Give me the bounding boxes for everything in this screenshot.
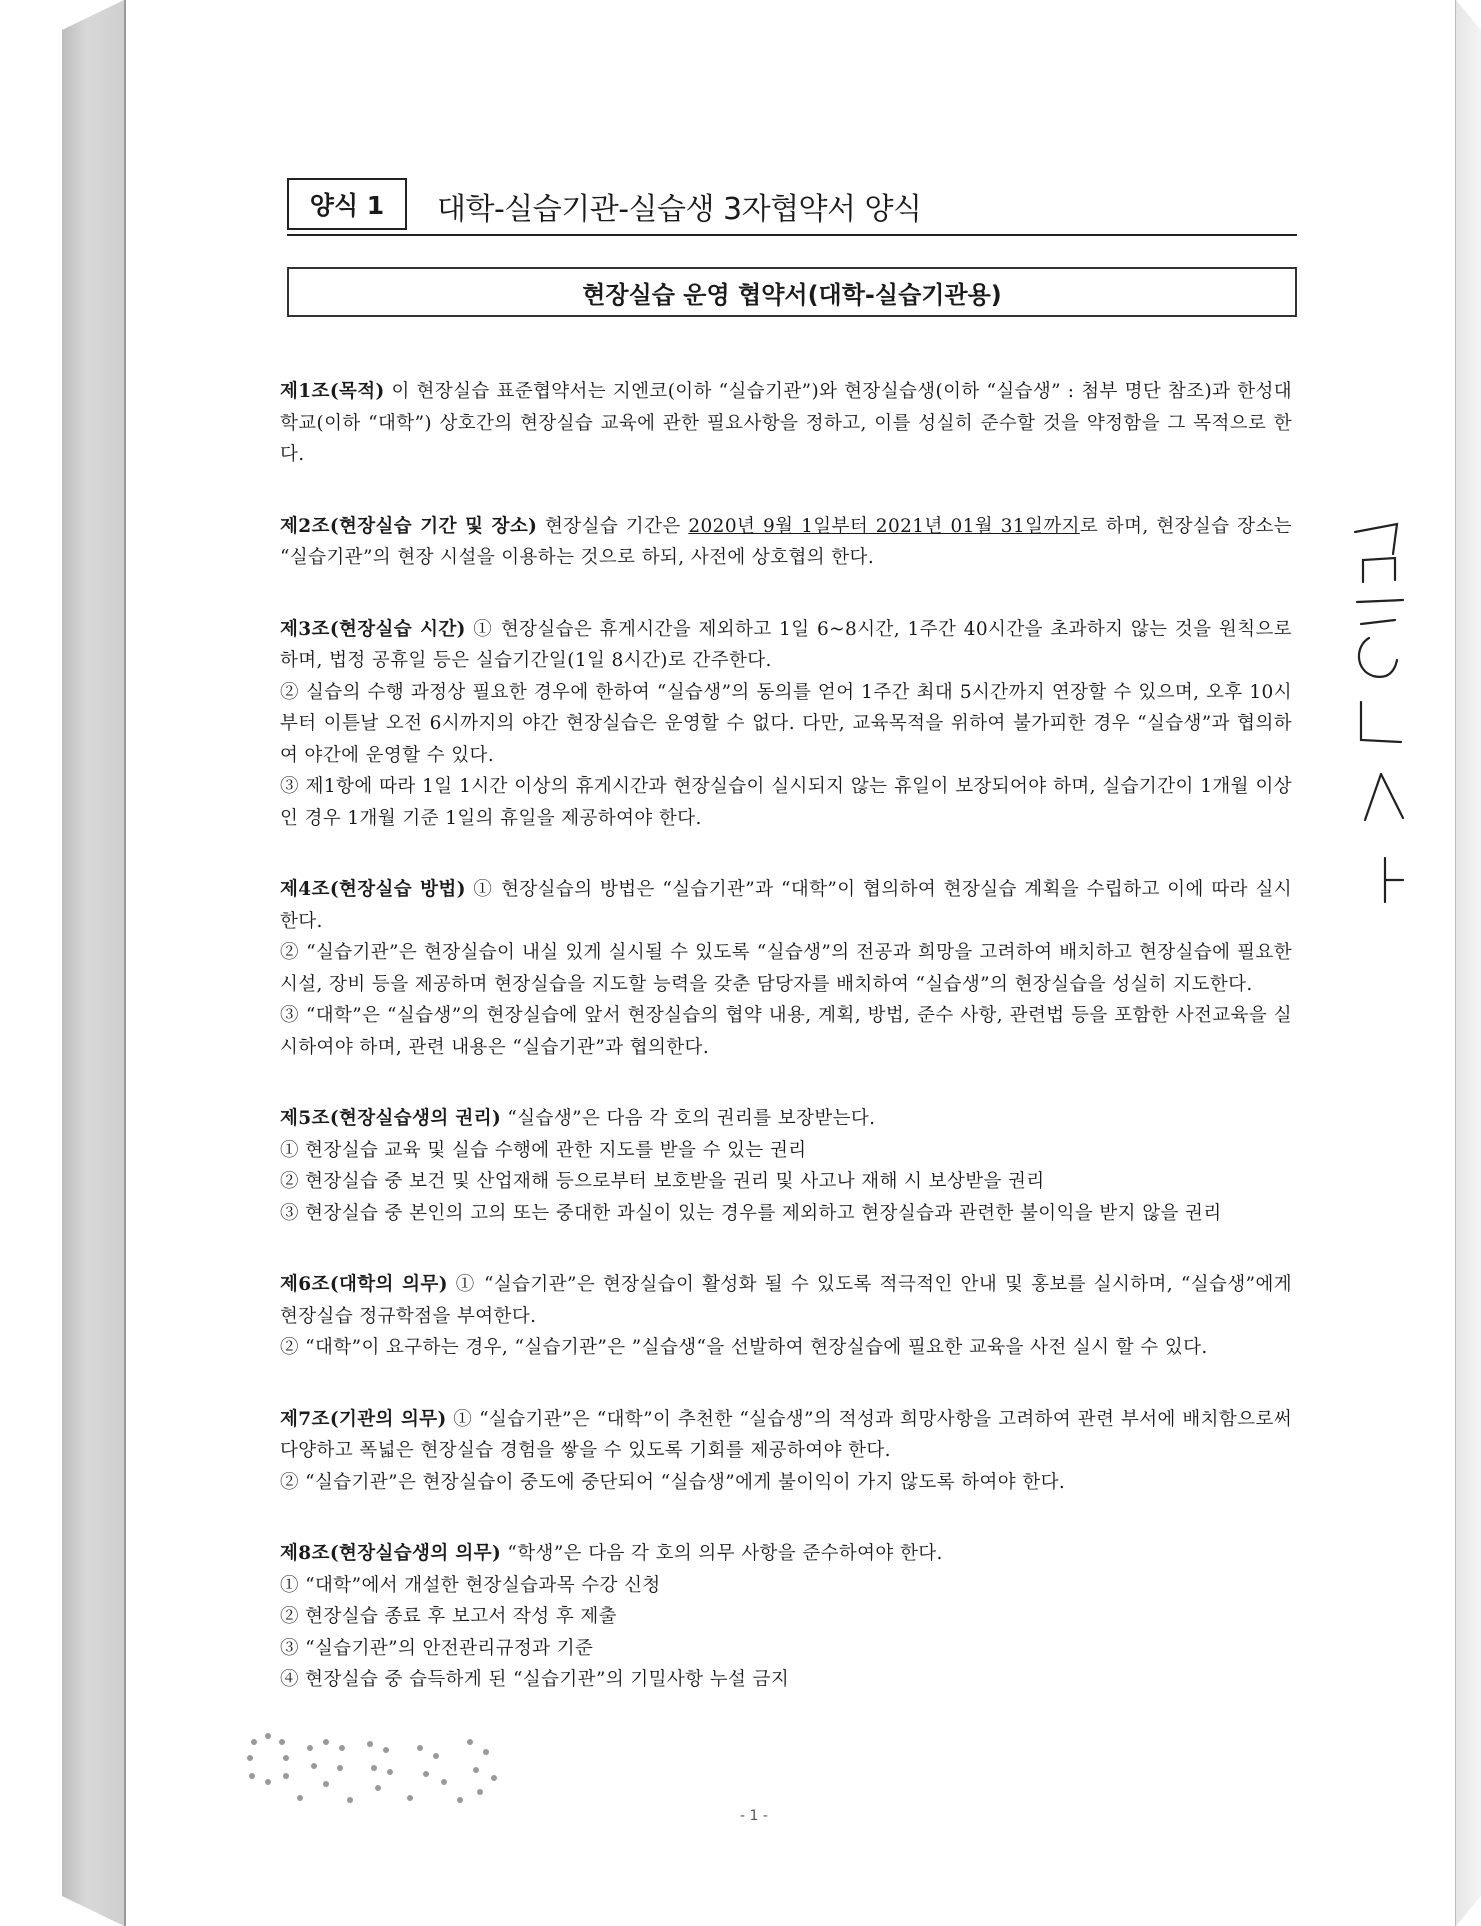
article-8-p1: “학생”은 다음 각 호의 의무 사항을 준수하여야 한다.	[501, 1543, 943, 1564]
article-5-p1: “실습생”은 다음 각 호의 권리를 보장받는다.	[501, 1108, 876, 1129]
form-label-box	[287, 178, 407, 230]
article-4-p3: ③ “대학”은 “실습생”의 현장실습에 앞서 현장실습의 협약 내용, 계획, 방법, 준수 사항, 관련법 등을 포함한 사전교육을 실시하여야 하며, 관련 내용은 “실습기관”과 협의한다.	[280, 1005, 1292, 1058]
article-3-p3: ③ 제1항에 따라 1일 1시간 이상의 휴게시간과 현장실습이 실시되지 않는 휴일이 보장되어야 하며, 실습기간이 1개월 이상인 경우 1개월 기준 1일의 휴일을 제공하여야 한다.	[280, 776, 1292, 829]
book-spine-edge	[62, 0, 124, 1926]
article-3-p2: ② 실습의 수행 과정상 필요한 경우에 한하여 “실습생”의 동의를 얻어 1주간 최대 5시간까지 연장할 수 있으며, 오후 10시부터 이튿날 오전 6시까지의 야간 현장실습은 운영할 수 없다. 다만, 교육목적을 위하여 불가피한 경우 “실습생”과 협의하여 야간에 운영할 수 있다.	[280, 681, 1292, 766]
article-5-p2: ① 현장실습 교육 및 실습 수행에 관한 지도를 받을 수 있는 권리	[280, 1139, 807, 1161]
article-7	[280, 1404, 1292, 1499]
document-header	[287, 178, 1297, 236]
article-5-p3: ② 현장실습 중 보건 및 산업재해 등으로부터 보호받을 권리 및 사고나 재해 시 보상받을 권리	[280, 1171, 1045, 1192]
article-8-p2: ① “대학”에서 개설한 현장실습과목 수강 신청	[280, 1574, 661, 1596]
article-4-p1: ① 현장실습의 방법은 “실습기관”과 “대학”이 협의하여 현장실습 계획을 수립하고 이에 따라 실시한다.	[280, 879, 1292, 932]
article-1-body: 이 현장실습 표준협약서는 지엔코(이하 “실습기관”)와 현장실습생(이하 “실습생” : 첨부 명단 참조)과 한성대학교(이하 “대학”) 상호간의 현장실습 교육에 관한 필요사항을 정하고, 이를 성실히 준수할 것을 약정함을 그 목적으로 한다.	[280, 381, 1292, 465]
article-6-head: 제6조(대학의 의무)	[280, 1274, 448, 1295]
page-right-edge	[1456, 0, 1481, 1926]
agreement-title-box	[287, 267, 1297, 317]
article-4-p2: ② “실습기관”은 현장실습이 내실 있게 실시될 수 있도록 “실습생”의 전공과 희망을 고려하여 배치하고 현장실습에 필요한 시설, 장비 등을 제공하며 현장실습을 지도할 능력을 갖춘 담당자를 배치하여 “실습생”의 현장실습을 성실히 지도한다.	[280, 942, 1292, 995]
article-5	[280, 1103, 1292, 1229]
internship-period: 2020년 9월 1일부터 2021년 01월 31일까지	[688, 515, 1080, 537]
article-7-p2: ② “실습기관”은 현장실습이 중도에 중단되어 “실습생”에게 불이익이 가지 않도록 하여야 한다.	[280, 1471, 1066, 1493]
article-8-p3: ② 현장실습 종료 후 보고서 작성 후 제출	[280, 1606, 617, 1627]
article-8-head: 제8조(현장실습생의 의무)	[280, 1543, 502, 1564]
article-2-head: 제2조(현장실습 기간 및 장소)	[280, 515, 538, 537]
article-3	[280, 614, 1292, 835]
form-label: 양식 1	[309, 191, 385, 220]
article-8-p5: ④ 현장실습 중 습득하게 된 “실습기관”의 기밀사항 누설 금지	[280, 1669, 790, 1690]
article-6-p2: ② “대학”이 요구하는 경우, “실습기관”은 ”실습생“을 선발하여 현장실습에 필요한 교육을 사전 실시 할 수 있다.	[280, 1337, 1208, 1358]
article-8-p4: ③ “실습기관”의 안전관리규정과 기준	[280, 1637, 594, 1659]
article-1-head: 제1조(목적)	[280, 381, 385, 402]
article-2-pre: 현장실습 기간은	[537, 515, 689, 537]
form-title: 대학-실습기관-실습생 3자협약서 양식	[437, 192, 922, 227]
dotted-stamp	[240, 1728, 520, 1808]
article-2	[280, 511, 1292, 574]
article-4-head: 제4조(현장실습 방법)	[280, 879, 466, 900]
article-7-p1: ① “실습기관”은 “대학”이 추천한 “실습생”의 적성과 희망사항을 고려하여 관련 부서에 배치함으로써 다양하고 폭넓은 현장실습 경험을 쌓을 수 있도록 기회를 제공하여야 한다.	[280, 1408, 1292, 1461]
article-6	[280, 1269, 1292, 1364]
page-number: - 1 -	[740, 1808, 768, 1824]
article-6-p1: ① “실습기관”은 현장실습이 활성화 될 수 있도록 적극적인 안내 및 홍보를 실시하며, “실습생”에게 현장실습 정규학점을 부여한다.	[280, 1274, 1292, 1327]
handwritten-margin-mark	[1345, 520, 1425, 980]
article-4	[280, 874, 1292, 1063]
agreement-title: 현장실습 운영 협약서(대학-실습기관용)	[582, 280, 1002, 309]
article-7-head: 제7조(기관의 의무)	[280, 1408, 447, 1430]
article-8	[280, 1538, 1292, 1696]
article-5-head: 제5조(현장실습생의 권리)	[280, 1108, 502, 1129]
article-2-post: 로 하며, 현장실습 장소는 “실습기관”의 현장 시설을 이용하는 것으로 하되, 사전에 상호협의 한다.	[280, 515, 1292, 568]
article-1	[280, 376, 1292, 471]
article-3-p1: ① 현장실습은 휴게시간을 제외하고 1일 6~8시간, 1주간 40시간을 초과하지 않는 것을 원칙으로 하며, 법정 공휴일 등은 실습기간일(1일 8시간)로 간주한다.	[280, 618, 1293, 671]
document-body	[280, 376, 1292, 1736]
article-3-head: 제3조(현장실습 시간)	[280, 618, 466, 640]
article-5-p4: ③ 현장실습 중 본인의 고의 또는 중대한 과실이 있는 경우를 제외하고 현장실습과 관련한 불이익을 받지 않을 권리	[280, 1202, 1222, 1224]
